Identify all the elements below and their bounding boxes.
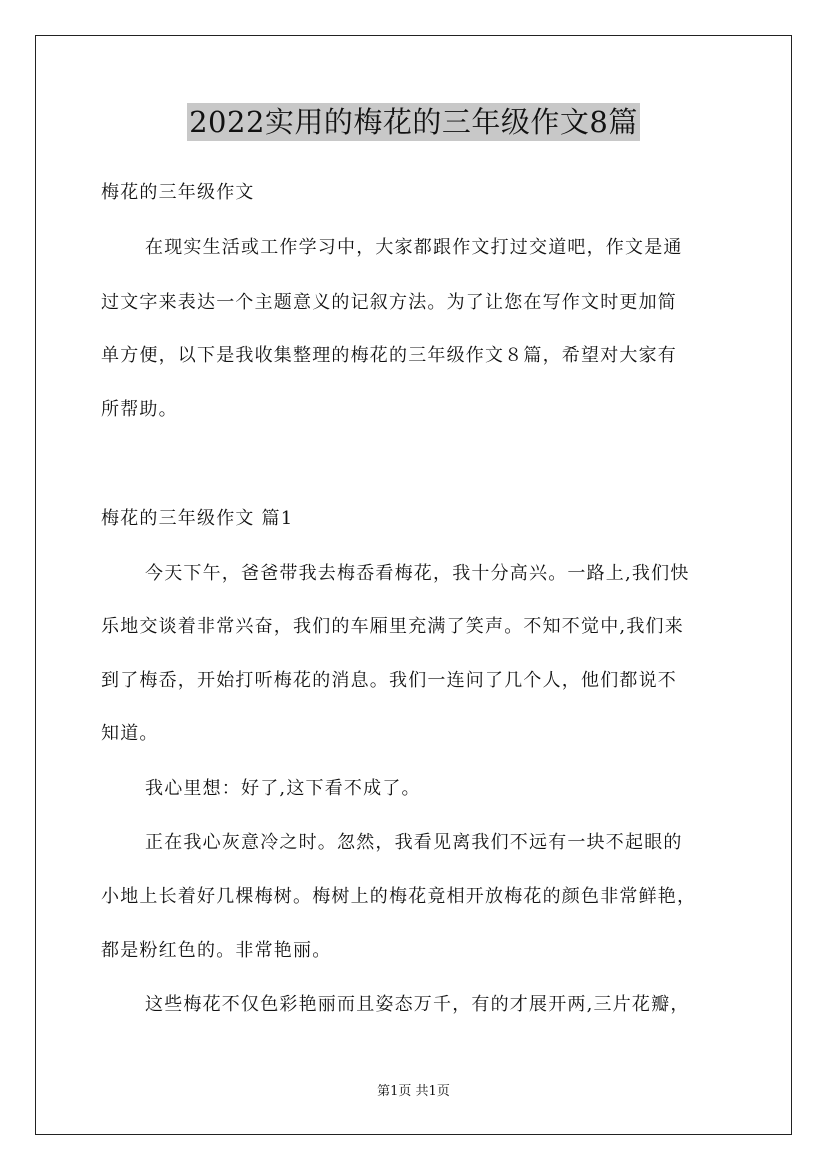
- intro-line: 在现实生活或工作学习中，大家都跟作文打过交道吧，作文是通: [145, 237, 683, 258]
- document-title: 2022实用的梅花的三年级作文8篇: [189, 105, 638, 139]
- paragraph-line: 今天下午，爸爸带我去梅岙看梅花，我十分高兴。一路上,我们快: [145, 563, 690, 584]
- paragraph-line: 乐地交谈着非常兴奋，我们的车厢里充满了笑声。不知不觉中,我们来: [101, 616, 684, 637]
- section1-heading: 梅花的三年级作文 篇1: [101, 508, 294, 529]
- paragraph-line: 到了梅岙，开始打听梅花的消息。我们一连问了几个人，他们都说不: [101, 670, 677, 691]
- intro-line: 过文字来表达一个主题意义的记叙方法。为了让您在写作文时更加简: [101, 292, 677, 313]
- paragraph-line: 这些梅花不仅色彩艳丽而且姿态万千，有的才展开两,三片花瓣，: [145, 994, 690, 1015]
- page-indicator: 第1页 共1页: [377, 1084, 450, 1099]
- intro-heading: 梅花的三年级作文: [101, 182, 255, 203]
- paragraph-line: 我心里想：好了,这下看不成了。: [145, 778, 421, 799]
- intro-line: 所帮助。: [101, 399, 178, 420]
- paragraph-line: 正在我心灰意冷之时。忽然，我看见离我们不远有一块不起眼的: [145, 832, 683, 853]
- paragraph-line: 都是粉红色的。非常艳丽。: [101, 940, 332, 961]
- paragraph-line: 小地上长着好几棵梅树。梅树上的梅花竟相开放梅花的颜色非常鲜艳，: [101, 886, 697, 907]
- intro-line: 单方便，以下是我收集整理的梅花的三年级作文８篇，希望对大家有: [101, 345, 677, 366]
- paragraph-line: 知道。: [101, 723, 159, 744]
- title-wrap: [0, 103, 827, 141]
